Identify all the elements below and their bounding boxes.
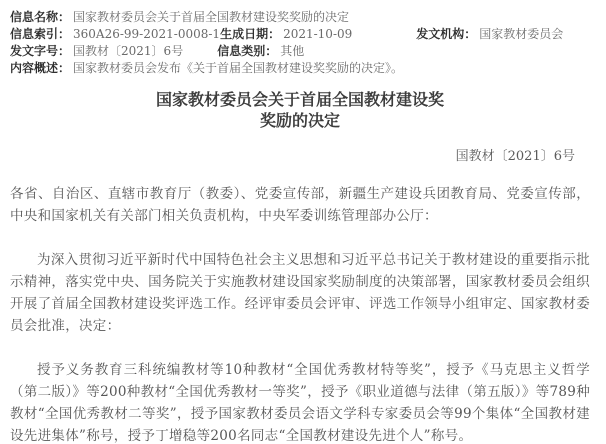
meta-label-docnum: 发文字号： [10, 44, 71, 58]
meta-value-index: 360A26-99-2021-0008-1 [73, 27, 221, 41]
background-paragraph: 为深入贯彻习近平新时代中国特色社会主义思想和习近平总书记关于教材建设的重要指示批示精神，落实党中央、国务院关于实施教材建设国家奖励制度的决策部署，国家教材委员会组织开展了首届全国教材建设奖评选工作。经评审委员会评审、评选工作领导小组审定、国家教材委员会批准，决定： [10, 252, 590, 334]
salutation-paragraph: 各省、自治区、直辖市教育厅（教委）、党委宣传部，新疆生产建设兵团教育局、党委宣传部，中央和国家机关有关部门相关负责机构，中央军委训练管理部办公厅： [10, 186, 590, 224]
meta-label-agency: 发文机构： [416, 27, 477, 41]
meta-value-summary: 国家教材委员会发布《关于首届全国教材建设奖奖励的决定》。 [73, 61, 404, 75]
meta-value-name: 国家教材委员会关于首届全国教材建设奖奖励的决定 [73, 10, 350, 24]
meta-label-summary: 内容概述： [10, 61, 71, 75]
meta-label-name: 信息名称： [10, 10, 71, 24]
meta-value-date: 2021-10-09 [283, 27, 353, 41]
meta-row-index-date-agency [10, 26, 590, 43]
meta-value-agency: 国家教材委员会 [479, 27, 564, 41]
awards-paragraph: 授予义务教育三科统编教材等10种教材“全国优秀教材特等奖”，授予《马克思主义哲学（第二版）》等200种教材“全国优秀教材一等奖”，授予《职业道德与法律（第五版）》等789种教材“全国优秀教材二等奖”，授予国家教材委员会语文学科专家委员会等99个集体“全国教材建设先进集体”称号，授予丁增稳等200名同志“全国教材建设先进个人”称号。 [10, 362, 590, 444]
meta-label-index: 信息索引： [10, 27, 71, 41]
metadata-block [10, 9, 590, 77]
document-number: 国教材〔2021〕6号 [455, 149, 575, 164]
meta-row-summary [10, 60, 590, 77]
meta-row-name [10, 9, 590, 26]
meta-value-docnum: 国教材〔2021〕6号 [73, 44, 184, 58]
meta-label-date: 生成日期： [220, 27, 281, 41]
meta-label-category: 信息类别： [217, 44, 278, 58]
meta-value-category: 其他 [280, 44, 305, 58]
document-title-line2: 奖励的决定 [259, 113, 340, 130]
document-title [10, 90, 590, 132]
meta-row-docnum-category [10, 43, 590, 60]
document-title-line1: 国家教材委员会关于首届全国教材建设奖 [155, 92, 444, 109]
